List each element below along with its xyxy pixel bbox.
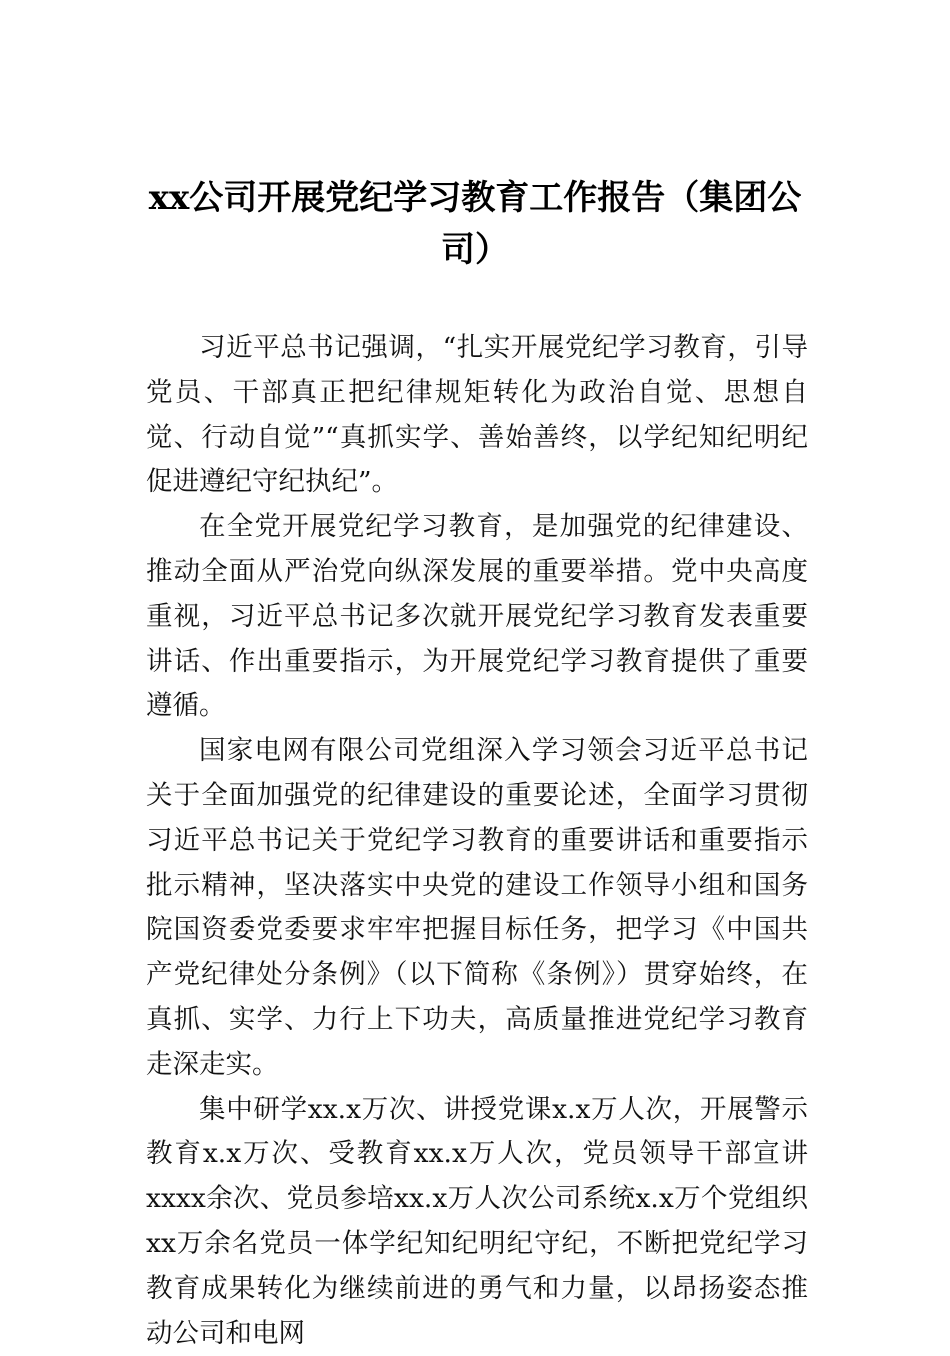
paragraph-2: 在全党开展党纪学习教育，是加强党的纪律建设、推动全面从严治党向纵深发展的重要举措。党中央高度重视，习近平总书记多次就开展党纪学习教育发表重要讲话、作出重要指示，为开展党纪学习教育提供了重要遵循。 [146,511,808,722]
paragraph-4: 集中研学xx.x万次、讲授党课x.x万人次，开展警示教育x.x万次、受教育xx.x万人次，党员领导干部宣讲xxxx余次、党员参培xx.x万人次公司系统x.x万个党组织xx万余名党员一体学纪知纪明纪守纪，不断把党纪学习教育成果转化为继续前进的勇气和力量，以昂扬姿态推动公司和电网 [146,1093,808,1349]
document-title: xx公司开展党纪学习教育工作报告（集团公司） [148,178,802,270]
paragraph-1: 习近平总书记强调，“扎实开展党纪学习教育，引导党员、干部真正把纪律规矩转化为政治自觉、思想自觉、行动自觉”“真抓实学、善始善终，以学纪知纪明纪促进遵纪守纪执纪”。 [146,332,808,498]
paragraph-3: 国家电网有限公司党组深入学习领会习近平总书记关于全面加强党的纪律建设的重要论述，全面学习贯彻习近平总书记关于党纪学习教育的重要讲话和重要指示批示精神，坚决落实中央党的建设工作领导小组和国务院国资委党委要求牢牢把握目标任务，把学习《中国共产党纪律处分条例》（以下简称《条例》）贯穿始终，在真抓、实学、力行上下功夫，高质量推进党纪学习教育走深走实。 [146,735,808,1080]
document-body [146,326,808,1356]
